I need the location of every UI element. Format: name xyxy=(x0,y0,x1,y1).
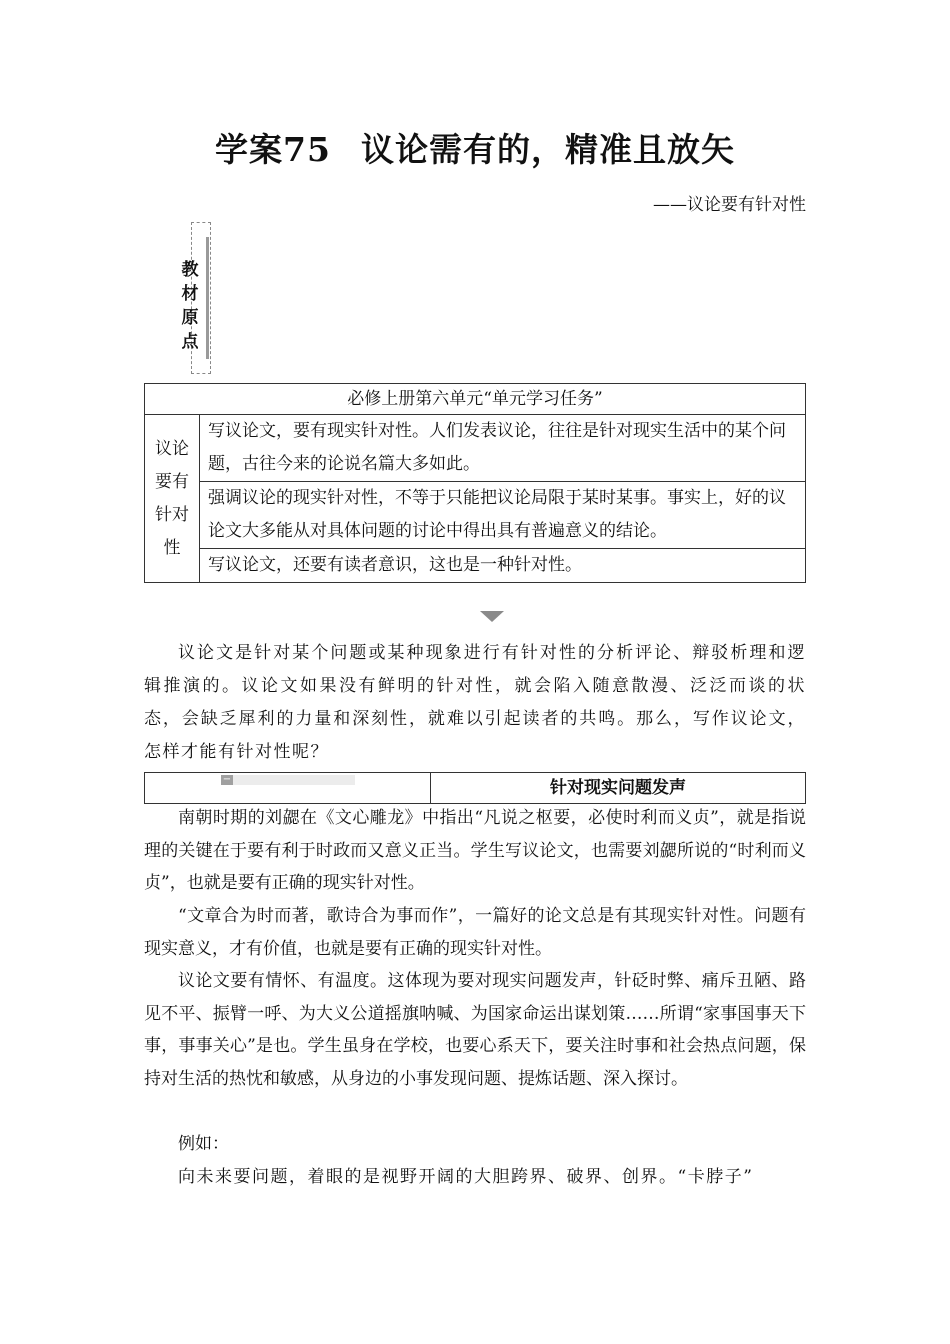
example-paragraph: 向未来要问题，着眼的是视野开阔的大胆跨界、破界、创界。“卡脖子” xyxy=(178,1167,754,1187)
collapse-toggle[interactable]: − xyxy=(222,774,232,785)
subtitle: ——议论要有针对性 xyxy=(653,195,806,215)
source-table-row-label: 议论要有针对性 xyxy=(145,415,200,583)
section-progress-track xyxy=(221,775,355,785)
source-table xyxy=(144,383,806,583)
section-heading: 针对现实问题发声 xyxy=(550,778,686,798)
source-table-header: 必修上册第六单元“单元学习任务” xyxy=(145,384,806,415)
source-table-cell: 强调议论的现实针对性，不等于只能把议论局限于某时某事。事实上，好的议论文大多能从对具体问题的讨论中得出具有普遍意义的结论。 xyxy=(200,482,806,549)
side-label: 教材原点 xyxy=(181,260,199,352)
body-paragraph: 议论文要有情怀、有温度。这体现为要对现实问题发声，针砭时弊、痛斥丑陋、路见不平、振臂一呼、为大义公道摇旗呐喊、为国家命运出谋划策……所谓“家事国事天下事，事事关心”是也。学生虽身在学校，也要心系天下，要关注时事和社会热点问题，保持对生活的热忱和敏感，从身边的小事发现问题、提炼话题、深入探讨。 xyxy=(144,971,806,1089)
intro-paragraph: 议论文是针对某个问题或某种现象进行有针对性的分析评论、辩驳析理和逻辑推演的。议论文如果没有鲜明的针对性，就会陷入随意散漫、泛泛而谈的状态，会缺乏犀利的力量和深刻性，就难以引起读者的共鸣。那么，写作议论文，怎样才能有针对性呢？ xyxy=(144,643,806,762)
chevron-down-icon xyxy=(480,611,504,622)
body-paragraph: “文章合为时而著，歌诗合为事而作”，一篇好的论文总是有其现实针对性。问题有现实意义，才有价值，也就是要有正确的现实针对性。 xyxy=(144,906,806,959)
side-badge-bar xyxy=(206,237,209,359)
source-table-cell: 写议论文，要有现实针对性。人们发表议论，往往是针对现实生活中的某个问题，古往今来的论说名篇大多如此。 xyxy=(200,415,806,482)
section-header xyxy=(144,772,806,804)
example-label: 例如： xyxy=(178,1134,229,1154)
page-title: 学案75 议论需有的，精准且放矢 xyxy=(215,130,735,169)
body-paragraph: 南朝时期的刘勰在《文心雕龙》中指出“凡说之枢要，必使时利而义贞”，就是指说理的关键在于要有利于时政而又意义正当。学生写议论文，也需要刘勰所说的“时利而义贞”，也就是要有正确的现实针对性。 xyxy=(144,808,806,893)
source-table-cell: 写议论文，还要有读者意识，这也是一种针对性。 xyxy=(200,549,806,583)
